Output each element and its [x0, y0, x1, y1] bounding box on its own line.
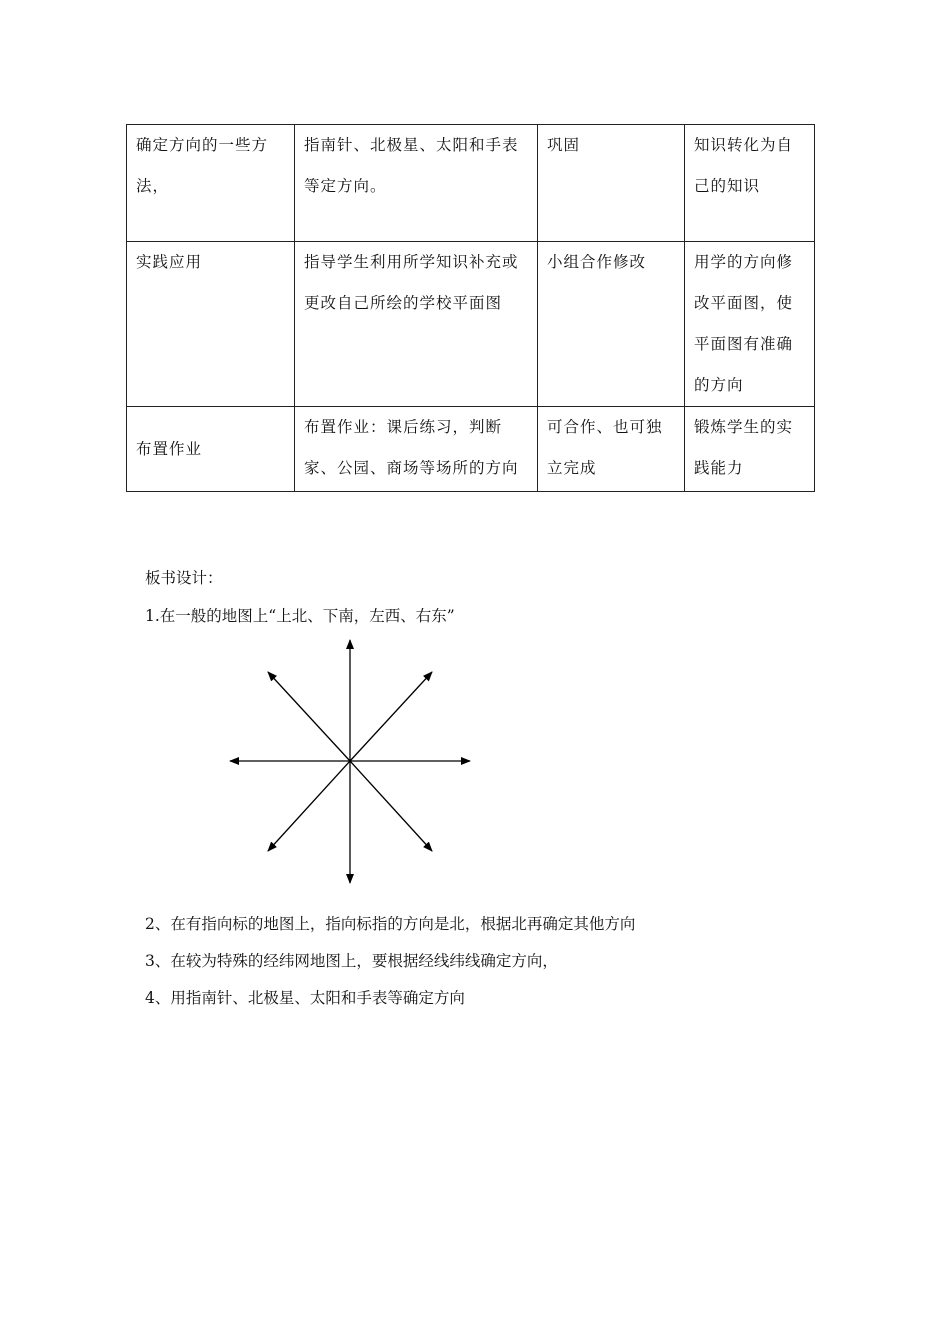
- board-design-heading: 板书设计：: [145, 569, 223, 587]
- table-cell: 小组合作修改: [538, 242, 685, 407]
- table-cell: 确定方向的一些方法，: [127, 125, 295, 242]
- arrow-southwest: [268, 761, 350, 851]
- arrow-northwest: [268, 672, 350, 761]
- table-cell: 布置作业：课后练习，判断家、公园、商场等场所的方向: [295, 407, 538, 492]
- table-cell: 可合作、也可独立完成: [538, 407, 685, 492]
- table-cell: 用学的方向修改平面图，使平面图有准确的方向: [685, 242, 815, 407]
- arrow-southeast: [350, 761, 432, 851]
- note-item-4: 4、用指南针、北极星、太阳和手表等确定方向: [145, 989, 465, 1007]
- table-cell: 巩固: [538, 125, 685, 242]
- table-cell: 指南针、北极星、太阳和手表等定方向。: [295, 125, 538, 242]
- table-row: [127, 242, 815, 407]
- table-cell: 指导学生利用所学知识补充或更改自己所绘的学校平面图: [295, 242, 538, 407]
- table-cell: 实践应用: [127, 242, 295, 407]
- arrow-northeast: [350, 672, 432, 761]
- eight-direction-arrows-diagram: [220, 638, 480, 888]
- table-cell: 知识转化为自己的知识: [685, 125, 815, 242]
- table-row: [127, 125, 815, 242]
- note-item-2: 2、在有指向标的地图上，指向标指的方向是北，根据北再确定其他方向: [145, 915, 636, 933]
- table-row: [127, 407, 815, 492]
- teaching-plan-table: [126, 124, 815, 492]
- table-cell: 布置作业: [127, 407, 295, 492]
- note-item-3: 3、在较为特殊的经纬网地图上，要根据经线纬线确定方向，: [145, 952, 558, 970]
- table-cell: 锻炼学生的实践能力: [685, 407, 815, 492]
- note-item-1: 1.在一般的地图上“上北、下南，左西、右东”: [145, 607, 455, 625]
